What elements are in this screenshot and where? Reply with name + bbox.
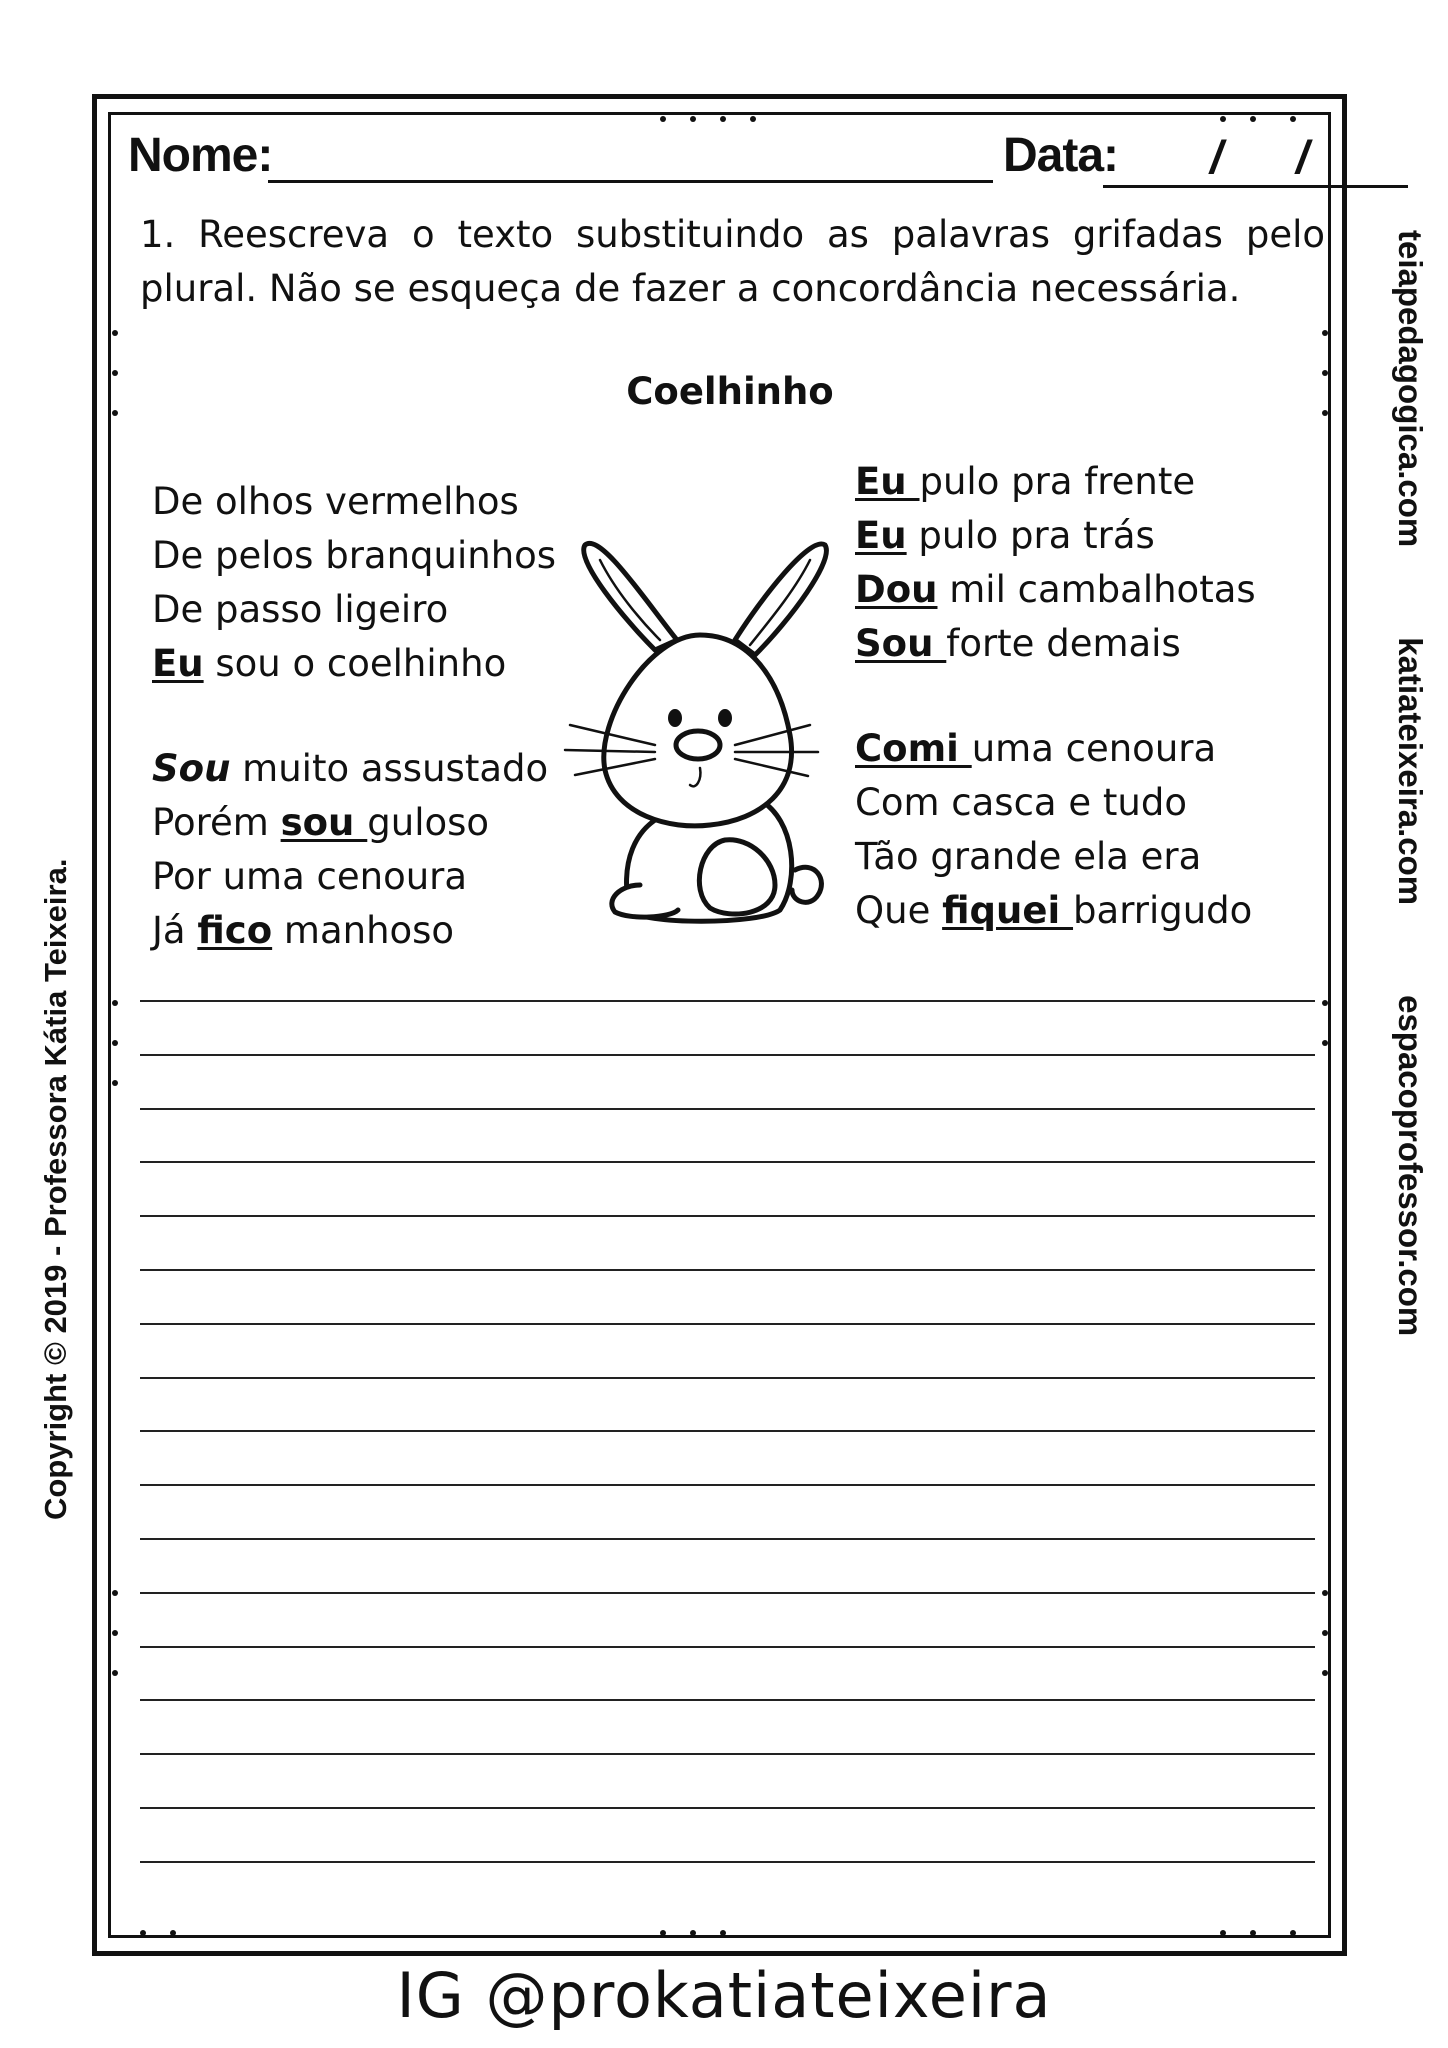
poem-line: Com casca e tudo (855, 781, 1187, 824)
poem-line: De pelos branquinhos (152, 534, 557, 577)
website-espacoprofessor: espacoprofessor.com (1392, 995, 1429, 1337)
website-credits (1380, 230, 1440, 1510)
highlighted-word: Dou (855, 568, 938, 611)
left-stanza-2 (152, 742, 548, 958)
writing-line[interactable] (140, 1430, 1315, 1432)
poem-line: Eu sou o coelhinho (152, 642, 507, 685)
writing-line[interactable] (140, 1215, 1315, 1217)
writing-line[interactable] (140, 1377, 1315, 1379)
right-stanza-2 (855, 722, 1252, 938)
date-label: Data: (1003, 129, 1119, 182)
website-katiateixeira: katiateixeira.com (1392, 637, 1429, 906)
writing-line[interactable] (140, 1699, 1315, 1701)
left-stanza-1 (152, 475, 556, 691)
poem-line: Eu pulo pra frente (855, 460, 1196, 503)
instagram-handle: IG @prokatiateixeira (396, 1959, 1052, 2032)
poem-line: De passo ligeiro (152, 588, 449, 631)
highlighted-word: Comi (855, 727, 972, 770)
writing-area[interactable] (140, 1000, 1315, 1915)
writing-line[interactable] (140, 1538, 1315, 1540)
writing-line[interactable] (140, 1000, 1315, 1002)
poem-line: Já fico manhoso (152, 909, 455, 952)
poem-line: Eu pulo pra trás (855, 514, 1155, 557)
date-field[interactable] (1103, 185, 1408, 188)
writing-line[interactable] (140, 1269, 1315, 1271)
highlighted-word: Sou (152, 747, 231, 790)
poem-line: De olhos vermelhos (152, 480, 519, 523)
highlighted-word: fiquei (942, 889, 1074, 932)
copyright-text: Copyright © 2019 - Professora Kátia Teixeira. (38, 858, 73, 1520)
writing-line[interactable] (140, 1646, 1315, 1648)
poem-line: Sou forte demais (855, 622, 1181, 665)
name-label: Nome: (128, 129, 273, 182)
bunny-illustration (560, 540, 860, 940)
highlighted-word: Eu (855, 514, 907, 557)
poem-line: Porém sou guloso (152, 801, 490, 844)
writing-line[interactable] (140, 1592, 1315, 1594)
highlighted-word: sou (280, 801, 368, 844)
poem-line: Sou muito assustado (152, 747, 549, 790)
date-slash-1: / (1210, 131, 1223, 183)
highlighted-word: fico (197, 909, 273, 952)
writing-line[interactable] (140, 1054, 1315, 1056)
instruction-text: 1. Reescreva o texto substituindo as palavras grifadas pelo plural. Não se esqueça de fazer a concordância necessária. (140, 213, 1325, 310)
writing-line[interactable] (140, 1108, 1315, 1110)
writing-line[interactable] (140, 1807, 1315, 1809)
poem-title: Coelhinho (626, 370, 834, 413)
name-field[interactable] (268, 180, 993, 183)
poem-line: Que fiquei barrigudo (855, 889, 1253, 932)
writing-line[interactable] (140, 1753, 1315, 1755)
website-teiapedagogica: teiapedagogica.com (1392, 230, 1429, 548)
right-stanza-1 (855, 455, 1256, 671)
highlighted-word: Sou (855, 622, 947, 665)
date-slash-2: / (1296, 131, 1309, 183)
writing-line[interactable] (140, 1861, 1315, 1863)
poem-line: Tão grande ela era (855, 835, 1202, 878)
header-row (128, 128, 1309, 198)
highlighted-word: Eu (855, 460, 920, 503)
writing-line[interactable] (140, 1161, 1315, 1163)
poem-line: Comi uma cenoura (855, 727, 1217, 770)
writing-line[interactable] (140, 1484, 1315, 1486)
highlighted-word: Eu (152, 642, 204, 685)
poem-line: Por uma cenoura (152, 855, 468, 898)
writing-line[interactable] (140, 1323, 1315, 1325)
poem-line: Dou mil cambalhotas (855, 568, 1256, 611)
